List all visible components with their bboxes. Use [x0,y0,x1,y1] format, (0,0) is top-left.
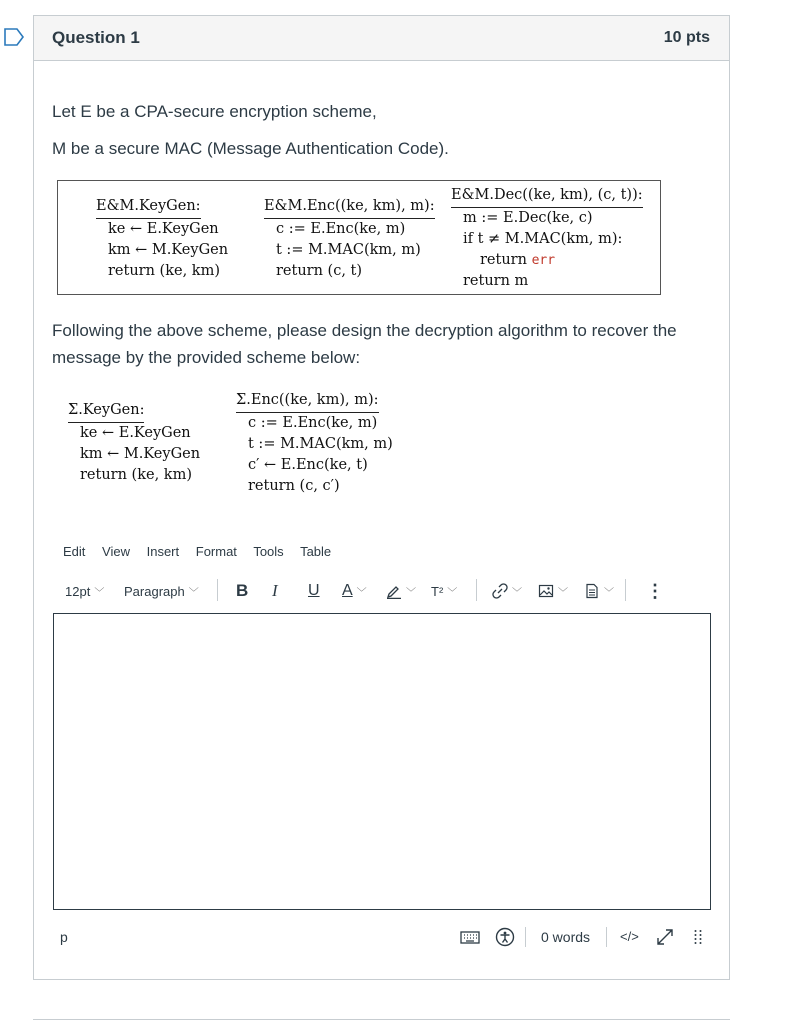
italic-icon: I [272,581,278,600]
question-title: Question 1 [52,28,140,47]
sigma-keygen-line: return (ke, km) [80,467,192,483]
link-button[interactable] [492,579,522,603]
block-format-select[interactable] [124,579,199,603]
em-dec-return-keyword: return [480,252,527,268]
text-color-icon: A [342,582,353,599]
bold-icon: B [236,581,249,600]
bold-button[interactable] [236,579,248,603]
editor-toolbar [65,579,705,603]
menu-table[interactable]: Table [300,544,332,559]
menu-format[interactable]: Format [195,544,237,559]
sigma-keygen-header: Σ.KeyGen: [68,400,144,423]
chevron-down-icon: ﹀ [604,587,614,599]
editor-statusbar [53,926,711,950]
highlight-pen-icon [386,583,402,599]
em-dec-line: m := E.Dec(ke, c) [463,210,593,226]
editor-menubar [63,544,344,559]
sigma-enc-line: c′ ← E.Enc(ke, t) [248,457,368,473]
em-dec-header: E&M.Dec((ke, km), (c, t)): [451,185,643,208]
menu-tools[interactable]: Tools [253,544,284,559]
element-path[interactable]: p [60,929,68,945]
instruction-line-2: message by the provided scheme below: [52,348,361,367]
em-dec-err: err [531,253,556,268]
question-card [33,15,730,980]
em-scheme-figure [57,180,661,295]
menu-insert[interactable]: Insert [146,544,180,559]
instruction-line-1: Following the above scheme, please design the decryption algorithm to recover the [52,321,677,340]
text-color-button[interactable] [342,579,367,603]
sigma-enc-header: Σ.Enc((ke, km), m): [236,390,379,413]
em-keygen-line: return (ke, km) [108,263,220,279]
font-size-select[interactable] [65,579,104,603]
em-enc-line: t := M.MAC(km, m) [276,242,421,258]
menu-view[interactable]: View [102,544,130,559]
answer-editor[interactable] [53,613,711,910]
chevron-down-icon: ﹀ [94,587,105,599]
sigma-keygen-line: ke ← E.KeyGen [80,425,191,441]
underline-icon: U [308,582,320,599]
keyboard-icon[interactable] [460,929,480,945]
question-points: 10 pts [663,29,710,46]
image-icon [538,583,554,599]
sigma-enc-line: t := M.MAC(km, m) [248,436,393,452]
intro-line-1: Let E be a CPA-secure encryption scheme, [52,102,377,121]
chevron-down-icon: ﹀ [356,587,367,599]
font-size-value: 12pt [65,583,91,599]
word-count[interactable]: 0 words [541,929,591,945]
more-button[interactable] [646,579,664,603]
link-icon [492,583,508,599]
em-dec [451,185,643,292]
em-dec-line: return m [463,273,529,289]
question-header [34,16,729,61]
sigma-keygen-line: km ← M.KeyGen [80,446,201,462]
em-keygen [96,196,228,282]
em-enc [264,196,435,282]
underline-button[interactable] [308,579,320,603]
document-icon [584,583,600,599]
sigma-enc-line: c := E.Enc(ke, m) [248,415,378,431]
chevron-down-icon: ﹀ [512,587,522,599]
superscript-button[interactable] [431,579,457,603]
resize-handle-icon[interactable] [693,929,703,945]
accessibility-icon[interactable] [495,927,515,947]
em-enc-header: E&M.Enc((ke, km), m): [264,196,435,219]
chevron-down-icon: ﹀ [188,587,199,599]
image-button[interactable] [538,579,568,603]
chevron-down-icon: ﹀ [447,587,458,599]
highlight-button[interactable] [386,579,416,603]
chevron-down-icon: ﹀ [406,587,416,599]
block-format-value: Paragraph [124,583,185,599]
em-enc-line: return (c, t) [276,263,363,279]
italic-button[interactable] [272,579,278,603]
em-enc-line: c := E.Enc(ke, m) [276,221,406,237]
menu-edit[interactable]: Edit [63,544,86,559]
intro-line-2: M be a secure MAC (Message Authentication Code). [52,139,449,158]
sigma-enc-line: return (c, c′) [248,478,340,494]
em-keygen-header: E&M.KeyGen: [96,196,201,219]
em-keygen-line: km ← M.KeyGen [108,242,229,258]
em-dec-line: if t ≠ M.MAC(km, m): [463,231,623,247]
html-editor-toggle[interactable]: </> [620,929,639,944]
next-question-card [33,1019,730,1030]
chevron-down-icon: ﹀ [558,587,568,599]
flag-question-icon[interactable] [4,28,24,46]
sigma-enc [236,390,393,497]
more-vertical-icon: ⋮ [646,580,664,601]
sigma-keygen [68,400,200,486]
em-keygen-line: ke ← E.KeyGen [108,221,219,237]
document-button[interactable] [584,579,614,603]
superscript-icon: T² [431,583,444,599]
fullscreen-icon[interactable] [655,927,675,947]
